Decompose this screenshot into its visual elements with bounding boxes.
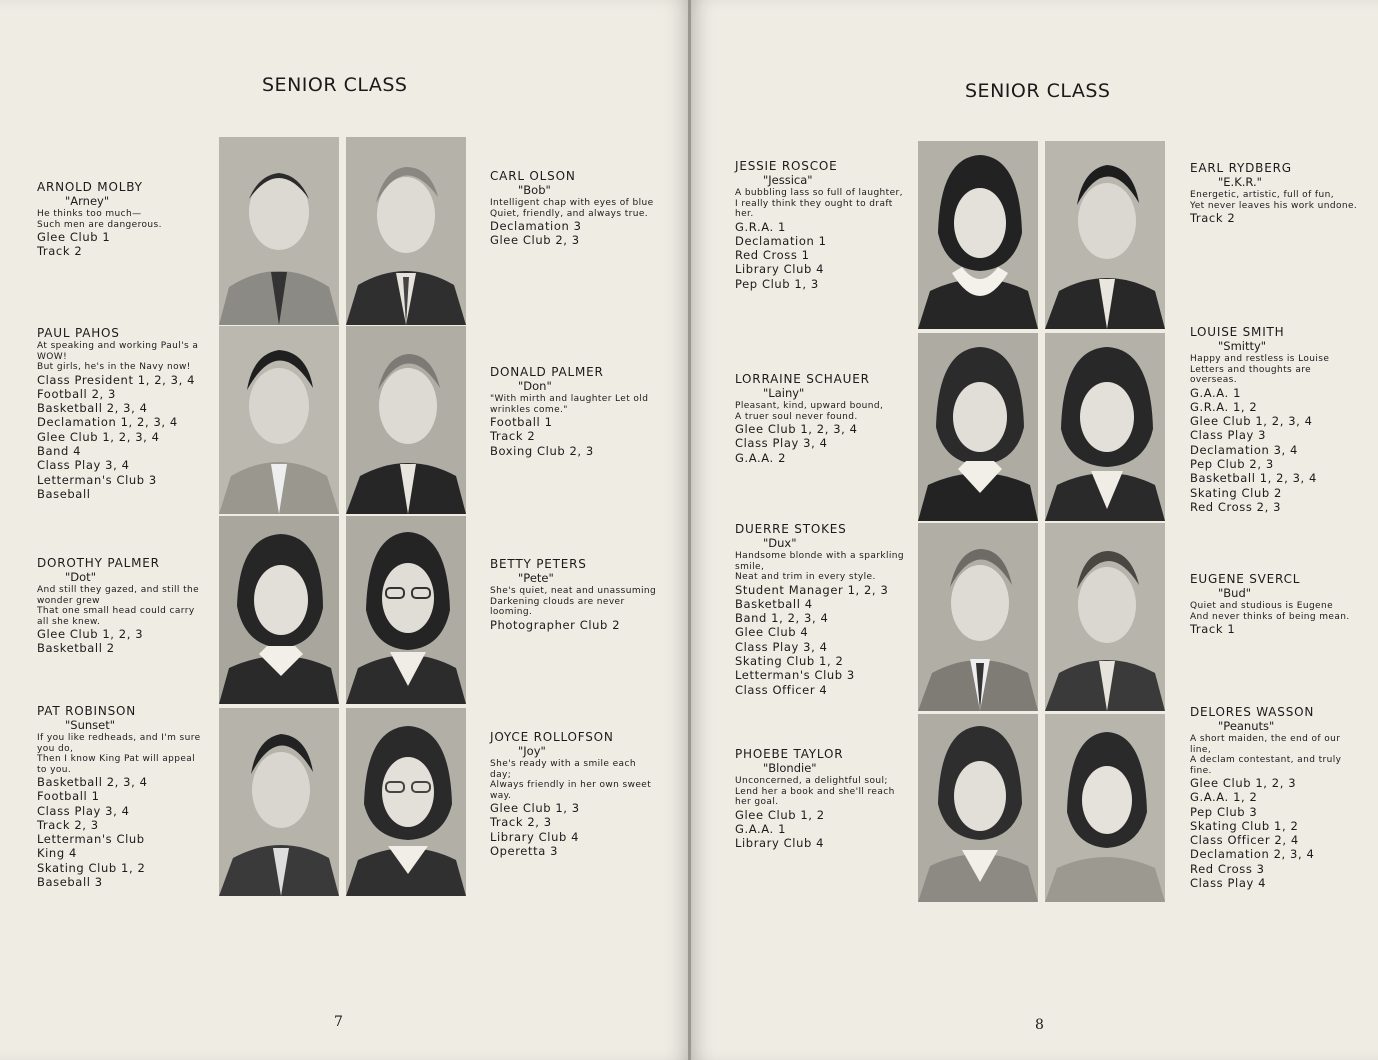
activity: Declamation 2, 3, 4 (1190, 847, 1315, 862)
activity: Class Play 3, 4 (37, 458, 130, 473)
entry-jessie-roscoe (735, 159, 905, 291)
entry-eugene-svercl (1190, 572, 1360, 636)
student-name: EUGENE SVERCL (1190, 572, 1301, 586)
portrait-photo-betty-peters (346, 516, 466, 704)
portrait-photo-arnold-molby (219, 137, 339, 325)
activity: Library Club 4 (490, 829, 580, 844)
entry-betty-peters (490, 557, 660, 632)
activity: Pep Club 1, 3 (735, 276, 819, 291)
activity: Letterman's Club (37, 832, 145, 847)
page-title: SENIOR CLASS (262, 74, 408, 96)
activity: Class Officer 4 (735, 682, 828, 697)
student-name: PAT ROBINSON (37, 704, 137, 718)
student-nickname: "Dot" (65, 570, 96, 584)
student-name: JOYCE ROLLOFSON (490, 730, 614, 744)
entry-paul-pahos (37, 326, 207, 501)
student-name: BETTY PETERS (490, 557, 587, 571)
entry-lorraine-schauer (735, 372, 905, 465)
activity: Declamation 3, 4 (1190, 442, 1298, 457)
activity: Class Play 3, 4 (735, 639, 828, 654)
page-number: 7 (334, 1014, 343, 1030)
activity: Boxing Club 2, 3 (490, 443, 594, 458)
activity: Glee Club 4 (735, 625, 809, 640)
entry-pat-robinson (37, 704, 207, 889)
student-nickname: "Peanuts" (1218, 719, 1275, 733)
activity: Skating Club 1, 2 (735, 653, 844, 668)
student-description: If you like redheads, and I'm sure you do, Then I know King Pat will appeal to you. (37, 733, 201, 775)
activity: Red Cross 3 (1190, 861, 1265, 876)
activity: Letterman's Club 3 (37, 472, 157, 487)
activity: Class President 1, 2, 3, 4 (37, 372, 196, 387)
activity: Skating Club 1, 2 (1190, 818, 1299, 833)
activity: Band 4 (37, 443, 82, 458)
portrait-photo-paul-pahos (219, 326, 339, 514)
activity: Class Officer 2, 4 (1190, 833, 1299, 848)
page-title: SENIOR CLASS (965, 80, 1111, 102)
activity: Glee Club 1, 2, 3 (37, 627, 144, 641)
student-name: PAUL PAHOS (37, 326, 120, 340)
activity: Glee Club 1, 2, 3, 4 (735, 422, 858, 436)
portrait-photo-delores-wasson (1045, 714, 1165, 902)
student-name: ARNOLD MOLBY (37, 180, 143, 194)
activity: King 4 (37, 846, 77, 861)
student-nickname: "Jessica" (763, 173, 813, 187)
student-nickname: "Arney" (65, 194, 110, 208)
entry-delores-wasson (1190, 705, 1360, 890)
activity: Basketball 2, 3, 4 (37, 775, 148, 789)
student-nickname: "Bud" (1218, 586, 1252, 600)
entry-donald-palmer (490, 365, 660, 458)
activity: Track 2 (1190, 211, 1236, 225)
student-description: A bubbling lass so full of laughter, I really think they ought to draft her. (735, 188, 903, 219)
activity: Track 2 (490, 429, 536, 444)
portrait-photo-lorraine-schauer (918, 333, 1038, 521)
activity: Glee Club 1 (37, 230, 111, 244)
activity: G.A.A. 1 (735, 821, 786, 836)
activity: Letterman's Club 3 (735, 668, 855, 683)
activity: Glee Club 1, 3 (490, 801, 580, 815)
student-description: Handsome blonde with a sparkling smile, Neat and trim in every style. (735, 551, 904, 582)
activity: Basketball 2 (37, 641, 115, 656)
activity: Football 1 (37, 789, 100, 804)
portrait-photo-louise-smith (1045, 333, 1165, 521)
activity: Pep Club 2, 3 (1190, 456, 1274, 471)
activity: Football 1 (490, 415, 553, 429)
activity: Glee Club 1, 2, 3, 4 (37, 429, 160, 444)
activity: Glee Club 1, 2, 3 (1190, 776, 1297, 790)
student-description: Energetic, artistic, full of fun, Yet never leaves his work undone. (1190, 190, 1358, 211)
activity: Declamation 1 (735, 233, 827, 248)
activity: Class Play 3 (1190, 428, 1267, 443)
portrait-photo-joyce-rollofson (346, 708, 466, 896)
student-name: EARL RYDBERG (1190, 161, 1292, 175)
student-description: Pleasant, kind, upward bound, A truer soul never found. (735, 401, 884, 422)
portrait-photo-donald-palmer (346, 326, 466, 514)
entry-duerre-stokes (735, 522, 905, 697)
entry-dorothy-palmer (37, 556, 207, 656)
right-page (691, 0, 1378, 1060)
student-nickname: "Sunset" (65, 718, 116, 732)
student-name: DELORES WASSON (1190, 705, 1315, 719)
activity: Skating Club 2 (1190, 485, 1282, 500)
portrait-photo-earl-rydberg (1045, 141, 1165, 329)
entry-earl-rydberg (1190, 161, 1360, 225)
activity: G.A.A. 1, 2 (1190, 790, 1258, 805)
portrait-photo-duerre-stokes (918, 523, 1038, 711)
activity: Student Manager 1, 2, 3 (735, 582, 889, 597)
student-nickname: "Pete" (518, 571, 554, 585)
activity: Class Play 4 (1190, 876, 1267, 891)
student-nickname: "E.K.R." (1218, 175, 1262, 189)
activity: Band 1, 2, 3, 4 (735, 611, 829, 626)
student-description: A short maiden, the end of our line, A declam contestant, and truly fine. (1190, 734, 1342, 776)
portrait-photo-eugene-svercl (1045, 523, 1165, 711)
activity: Skating Club 1, 2 (37, 860, 146, 875)
student-nickname: "Bob" (518, 183, 551, 197)
activity: Photographer Club 2 (490, 617, 621, 632)
student-nickname: "Smitty" (1218, 339, 1267, 353)
activity: Library Club 4 (735, 262, 825, 277)
student-nickname: "Joy" (518, 744, 546, 758)
student-name: DOROTHY PALMER (37, 556, 160, 570)
activity: Track 2, 3 (490, 815, 552, 830)
activity: Red Cross 2, 3 (1190, 499, 1282, 514)
activity: Track 1 (1190, 622, 1236, 636)
activity: Glee Club 2, 3 (490, 233, 580, 248)
activity: Basketball 2, 3, 4 (37, 401, 148, 416)
student-description: Quiet and studious is Eugene And never thinks of being mean. (1190, 601, 1350, 622)
student-name: LORRAINE SCHAUER (735, 372, 870, 386)
activity: Red Cross 1 (735, 248, 810, 263)
portrait-photo-dorothy-palmer (219, 516, 339, 704)
activity: Track 2 (37, 244, 83, 259)
activity: Pep Club 3 (1190, 804, 1258, 819)
activity: Class Play 3, 4 (735, 436, 828, 451)
student-name: PHOEBE TAYLOR (735, 747, 844, 761)
student-description: She's ready with a smile each day; Always friendly in her own sweet way. (490, 759, 652, 801)
entry-joyce-rollofson (490, 730, 660, 858)
portrait-photo-phoebe-taylor (918, 714, 1038, 902)
portrait-photo-jessie-roscoe (918, 141, 1038, 329)
activity: G.A.A. 2 (735, 450, 786, 465)
activity: Declamation 3 (490, 219, 582, 233)
student-description: She's quiet, neat and unassuming Darkening clouds are never looming. (490, 586, 657, 617)
student-description: Intelligent chap with eyes of blue Quiet, friendly, and always true. (490, 198, 654, 219)
entry-carl-olson (490, 169, 660, 248)
entry-arnold-molby (37, 180, 207, 259)
student-description: And still they gazed, and still the wonder grew That one small head could carry all she knew. (37, 585, 200, 627)
entry-louise-smith (1190, 325, 1360, 514)
student-nickname: "Dux" (763, 536, 797, 550)
student-name: DUERRE STOKES (735, 522, 847, 536)
student-description: He thinks too much— Such men are dangerous. (37, 209, 162, 230)
student-name: CARL OLSON (490, 169, 576, 183)
student-name: DONALD PALMER (490, 365, 604, 379)
student-nickname: "Don" (518, 379, 552, 393)
activity: Track 2, 3 (37, 817, 99, 832)
student-nickname: "Blondie" (763, 761, 817, 775)
activity: Operetta 3 (490, 843, 559, 858)
activity: G.A.A. 1 (1190, 385, 1241, 400)
activity: Basketball 1, 2, 3, 4 (1190, 471, 1317, 486)
student-description: "With mirth and laughter Let old wrinkles come." (490, 394, 649, 415)
activity: Glee Club 1, 2 (735, 807, 825, 822)
student-description: Unconcerned, a delightful soul; Lend her a book and she'll reach her goal. (735, 776, 895, 807)
student-description: At speaking and working Paul's a WOW! But girls, he's in the Navy now! (37, 341, 199, 372)
student-nickname: "Lainy" (763, 386, 805, 400)
activity: Baseball (37, 486, 91, 501)
activity: Glee Club 1, 2, 3, 4 (1190, 414, 1313, 429)
activity: Baseball 3 (37, 875, 103, 890)
activity: Football 2, 3 (37, 386, 116, 401)
activity: Library Club 4 (735, 836, 825, 851)
page-number: 8 (1035, 1017, 1044, 1033)
portrait-photo-carl-olson (346, 137, 466, 325)
student-name: LOUISE SMITH (1190, 325, 1285, 339)
student-description: Happy and restless is Louise Letters and thoughts are overseas. (1190, 354, 1330, 385)
activity: G.R.A. 1, 2 (1190, 399, 1258, 414)
portrait-photo-pat-robinson (219, 708, 339, 896)
student-name: JESSIE ROSCOE (735, 159, 838, 173)
entry-phoebe-taylor (735, 747, 905, 850)
activity: Basketball 4 (735, 596, 813, 611)
activity: G.R.A. 1 (735, 219, 786, 234)
activity: Class Play 3, 4 (37, 803, 130, 818)
activity: Declamation 1, 2, 3, 4 (37, 415, 178, 430)
